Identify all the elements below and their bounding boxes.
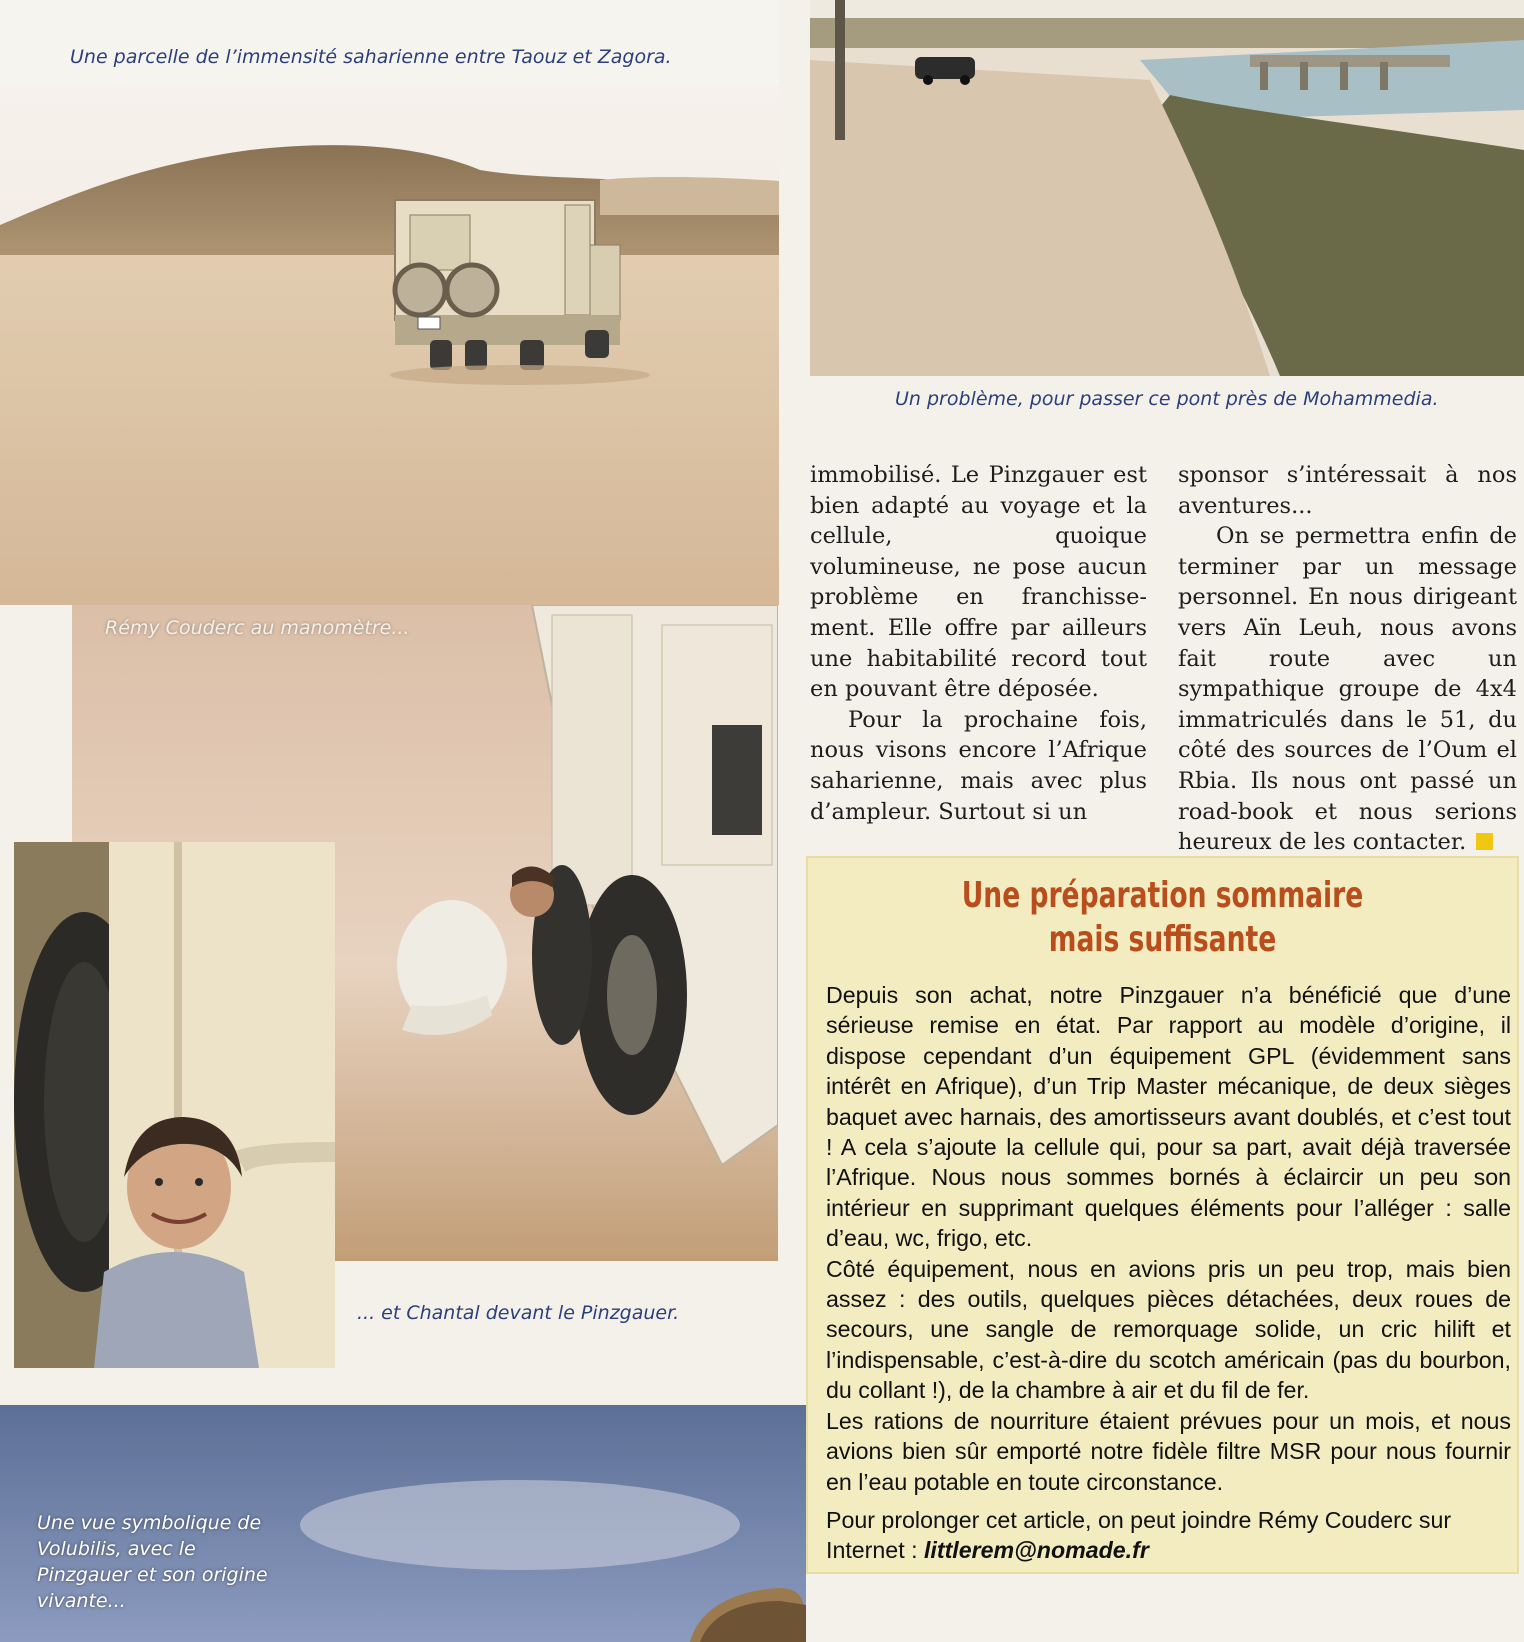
chantal-caption: ... et Chantal devant le Pinzgauer.	[357, 1302, 680, 1324]
article-column-2	[1178, 460, 1517, 858]
desert-caption-band	[0, 0, 779, 85]
sidebar-contact	[826, 1505, 1511, 1566]
desert-truck-image	[0, 85, 779, 605]
sidebar-paragraph: Depuis son achat, notre Pinzgauer n’a bénéficié que d’une sérieuse remise en état. Par rapport au modèle d’origine, il dispose cependant d’un équipement GPL (évidemment sans intérêt en Afrique), d’un Trip Master mécanique, de deux sièges baquet avec harnais, des amortisseurs avant doublés, et c’est tout ! A cela s’ajoute la cellule qui, pour sa part, avait déjà traversée l’Afrique. Nous nous sommes bornés à éclaircir un peu son intérieur en supprimant quelques éléments pour l’alléger : salle d’eau, wc, frigo, etc.	[826, 982, 1511, 1252]
article-paragraph: immobilisé. Le Pinzgauer est bien adapté au voyage et la cellule, quoique volumineuse, ne pose aucun problème en franchisse-ment. Elle offre par ailleurs une habitabilité record tout en pouvant être déposée.	[810, 462, 1147, 703]
desert-caption: Une parcelle de l’immensité saharienne entre Taouz et Zagora.	[70, 46, 672, 68]
bridge-caption: Un problème, pour passer ce pont près de Mohammedia.	[895, 388, 1439, 410]
sidebar-title-line-2: mais suffisante	[1048, 919, 1277, 960]
sidebar-contact-text: Pour prolonger cet article, on peut joindre Rémy Couderc sur Internet :	[826, 1506, 1452, 1564]
sidebar-paragraph: Côté équipement, nous en avions pris un peu trop, mais bien assez : des outils, quelques pièces détachées, deux roues de secours, une sangle de remorquage solide, un cric hilift et l’indispensable, c’est-à-dire du scotch américain (pas du bourbon, du collant !), de la chambre à air et du fil de fer.	[826, 1255, 1511, 1404]
article-paragraph-text: On se permettra enfin de terminer par un message personnel. En nous dirigeant vers Aïn Leuh, nous avons fait route avec un sympathique groupe de 4x4 immatriculés dans le 51, du côté des sources de l’Oum el Rbia. Ils nous ont passé un road-book et nous serions heureux de les contacter.	[1178, 523, 1517, 856]
volubilis-caption-line: Volubilis, avec le	[37, 1538, 196, 1560]
volubilis-caption-line: Pinzgauer et son origine	[37, 1564, 268, 1586]
article-column-1	[810, 460, 1147, 827]
bridge-photo	[810, 0, 1524, 376]
sidebar-box	[806, 856, 1519, 1574]
volubilis-caption	[37, 1510, 268, 1614]
article-paragraph: sponsor s’intéressait à nos aventures...	[1178, 462, 1517, 519]
bridge-image	[810, 0, 1524, 376]
chantal-image	[14, 842, 335, 1368]
volubilis-caption-line: vivante...	[37, 1590, 126, 1612]
sidebar-paragraph: Les rations de nourriture étaient prévues pour un mois, et nous avions bien sûr emporté notre fidèle filtre MSR pour nous fournir en l’eau potable en toute circonstance.	[826, 1407, 1511, 1495]
contact-email-link[interactable]: littlerem@nomade.fr	[923, 1537, 1149, 1564]
chantal-photo	[14, 842, 335, 1368]
desert-photo	[0, 85, 779, 605]
bridge-caption-band	[810, 376, 1524, 446]
article-paragraph: Pour la prochaine fois, nous visons encore l’Afrique saharienne, mais avec plus d’ampleur. Surtout si un	[810, 706, 1147, 825]
article-paragraph	[1178, 521, 1517, 858]
volubilis-caption-line: Une vue symbolique de	[37, 1512, 262, 1534]
manometer-caption: Rémy Couderc au manomètre...	[105, 617, 410, 639]
end-of-article-mark	[1476, 833, 1493, 850]
sidebar-title-line-1: Une préparation sommaire	[961, 875, 1364, 916]
sidebar-body	[826, 980, 1511, 1566]
